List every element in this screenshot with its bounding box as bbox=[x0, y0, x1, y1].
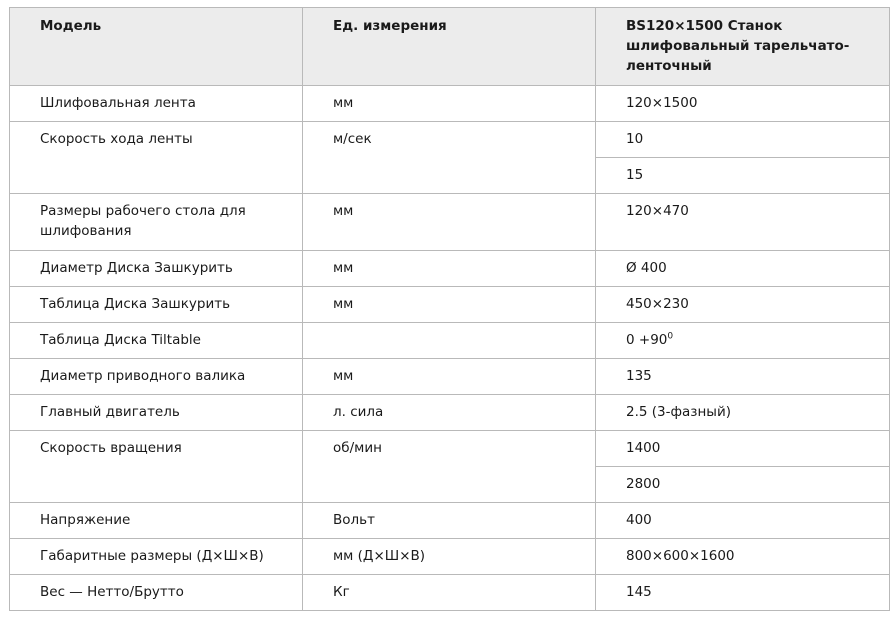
row-param: Напряжение bbox=[10, 503, 303, 539]
row-param: Диаметр приводного валика bbox=[10, 359, 303, 395]
row-value: 800×600×1600 bbox=[596, 539, 890, 575]
row-param: Главный двигатель bbox=[10, 395, 303, 431]
table-row bbox=[10, 86, 890, 122]
row-value bbox=[596, 323, 890, 359]
row-param: Скорость хода ленты bbox=[10, 122, 303, 194]
spec-table bbox=[9, 7, 890, 611]
header-value: BS120×1500 Станок шлифовальный тарельчато-ленточный bbox=[596, 8, 890, 86]
row-unit: мм bbox=[303, 86, 596, 122]
table-row bbox=[10, 395, 890, 431]
table-row bbox=[10, 539, 890, 575]
row-param: Вес — Нетто/Брутто bbox=[10, 575, 303, 611]
table-row bbox=[10, 323, 890, 359]
row-param: Диаметр Диска Зашкурить bbox=[10, 251, 303, 287]
row-param: Таблица Диска Зашкурить bbox=[10, 287, 303, 323]
table-row bbox=[10, 287, 890, 323]
row-param: Шлифовальная лента bbox=[10, 86, 303, 122]
row-unit: мм bbox=[303, 251, 596, 287]
row-value: 120×470 bbox=[596, 194, 890, 251]
row-value: 2.5 (3-фазный) bbox=[596, 395, 890, 431]
row-param: Скорость вращения bbox=[10, 431, 303, 503]
row-param: Размеры рабочего стола для шлифования bbox=[10, 194, 303, 251]
row-param: Габаритные размеры (Д×Ш×В) bbox=[10, 539, 303, 575]
row-value: 400 bbox=[596, 503, 890, 539]
table-row bbox=[10, 503, 890, 539]
row-unit: мм (Д×Ш×В) bbox=[303, 539, 596, 575]
degree-superscript: 0 bbox=[667, 331, 674, 342]
row-unit: мм bbox=[303, 359, 596, 395]
table-row bbox=[10, 575, 890, 611]
header-unit: Ед. измерения bbox=[303, 8, 596, 86]
row-unit: Вольт bbox=[303, 503, 596, 539]
header-model: Модель bbox=[10, 8, 303, 86]
row-value: 145 bbox=[596, 575, 890, 611]
row-unit: мм bbox=[303, 287, 596, 323]
row-value: 450×230 bbox=[596, 287, 890, 323]
spec-table-container bbox=[9, 7, 890, 611]
row-value: Ø 400 bbox=[596, 251, 890, 287]
table-header-row bbox=[10, 8, 890, 86]
table-row bbox=[10, 251, 890, 287]
row-unit: л. сила bbox=[303, 395, 596, 431]
row-value: 15 bbox=[596, 158, 890, 194]
row-value: 2800 bbox=[596, 467, 890, 503]
row-unit bbox=[303, 323, 596, 359]
table-row bbox=[10, 122, 890, 158]
row-unit: об/мин bbox=[303, 431, 596, 503]
row-value: 1400 bbox=[596, 431, 890, 467]
table-row bbox=[10, 359, 890, 395]
row-value: 120×1500 bbox=[596, 86, 890, 122]
row-value: 10 bbox=[596, 122, 890, 158]
row-unit: Кг bbox=[303, 575, 596, 611]
row-unit: м/сек bbox=[303, 122, 596, 194]
table-row bbox=[10, 194, 890, 251]
row-value: 135 bbox=[596, 359, 890, 395]
tilt-value: 0 +90 bbox=[626, 332, 668, 348]
row-param: Таблица Диска Tiltable bbox=[10, 323, 303, 359]
table-row bbox=[10, 431, 890, 467]
row-unit: мм bbox=[303, 194, 596, 251]
